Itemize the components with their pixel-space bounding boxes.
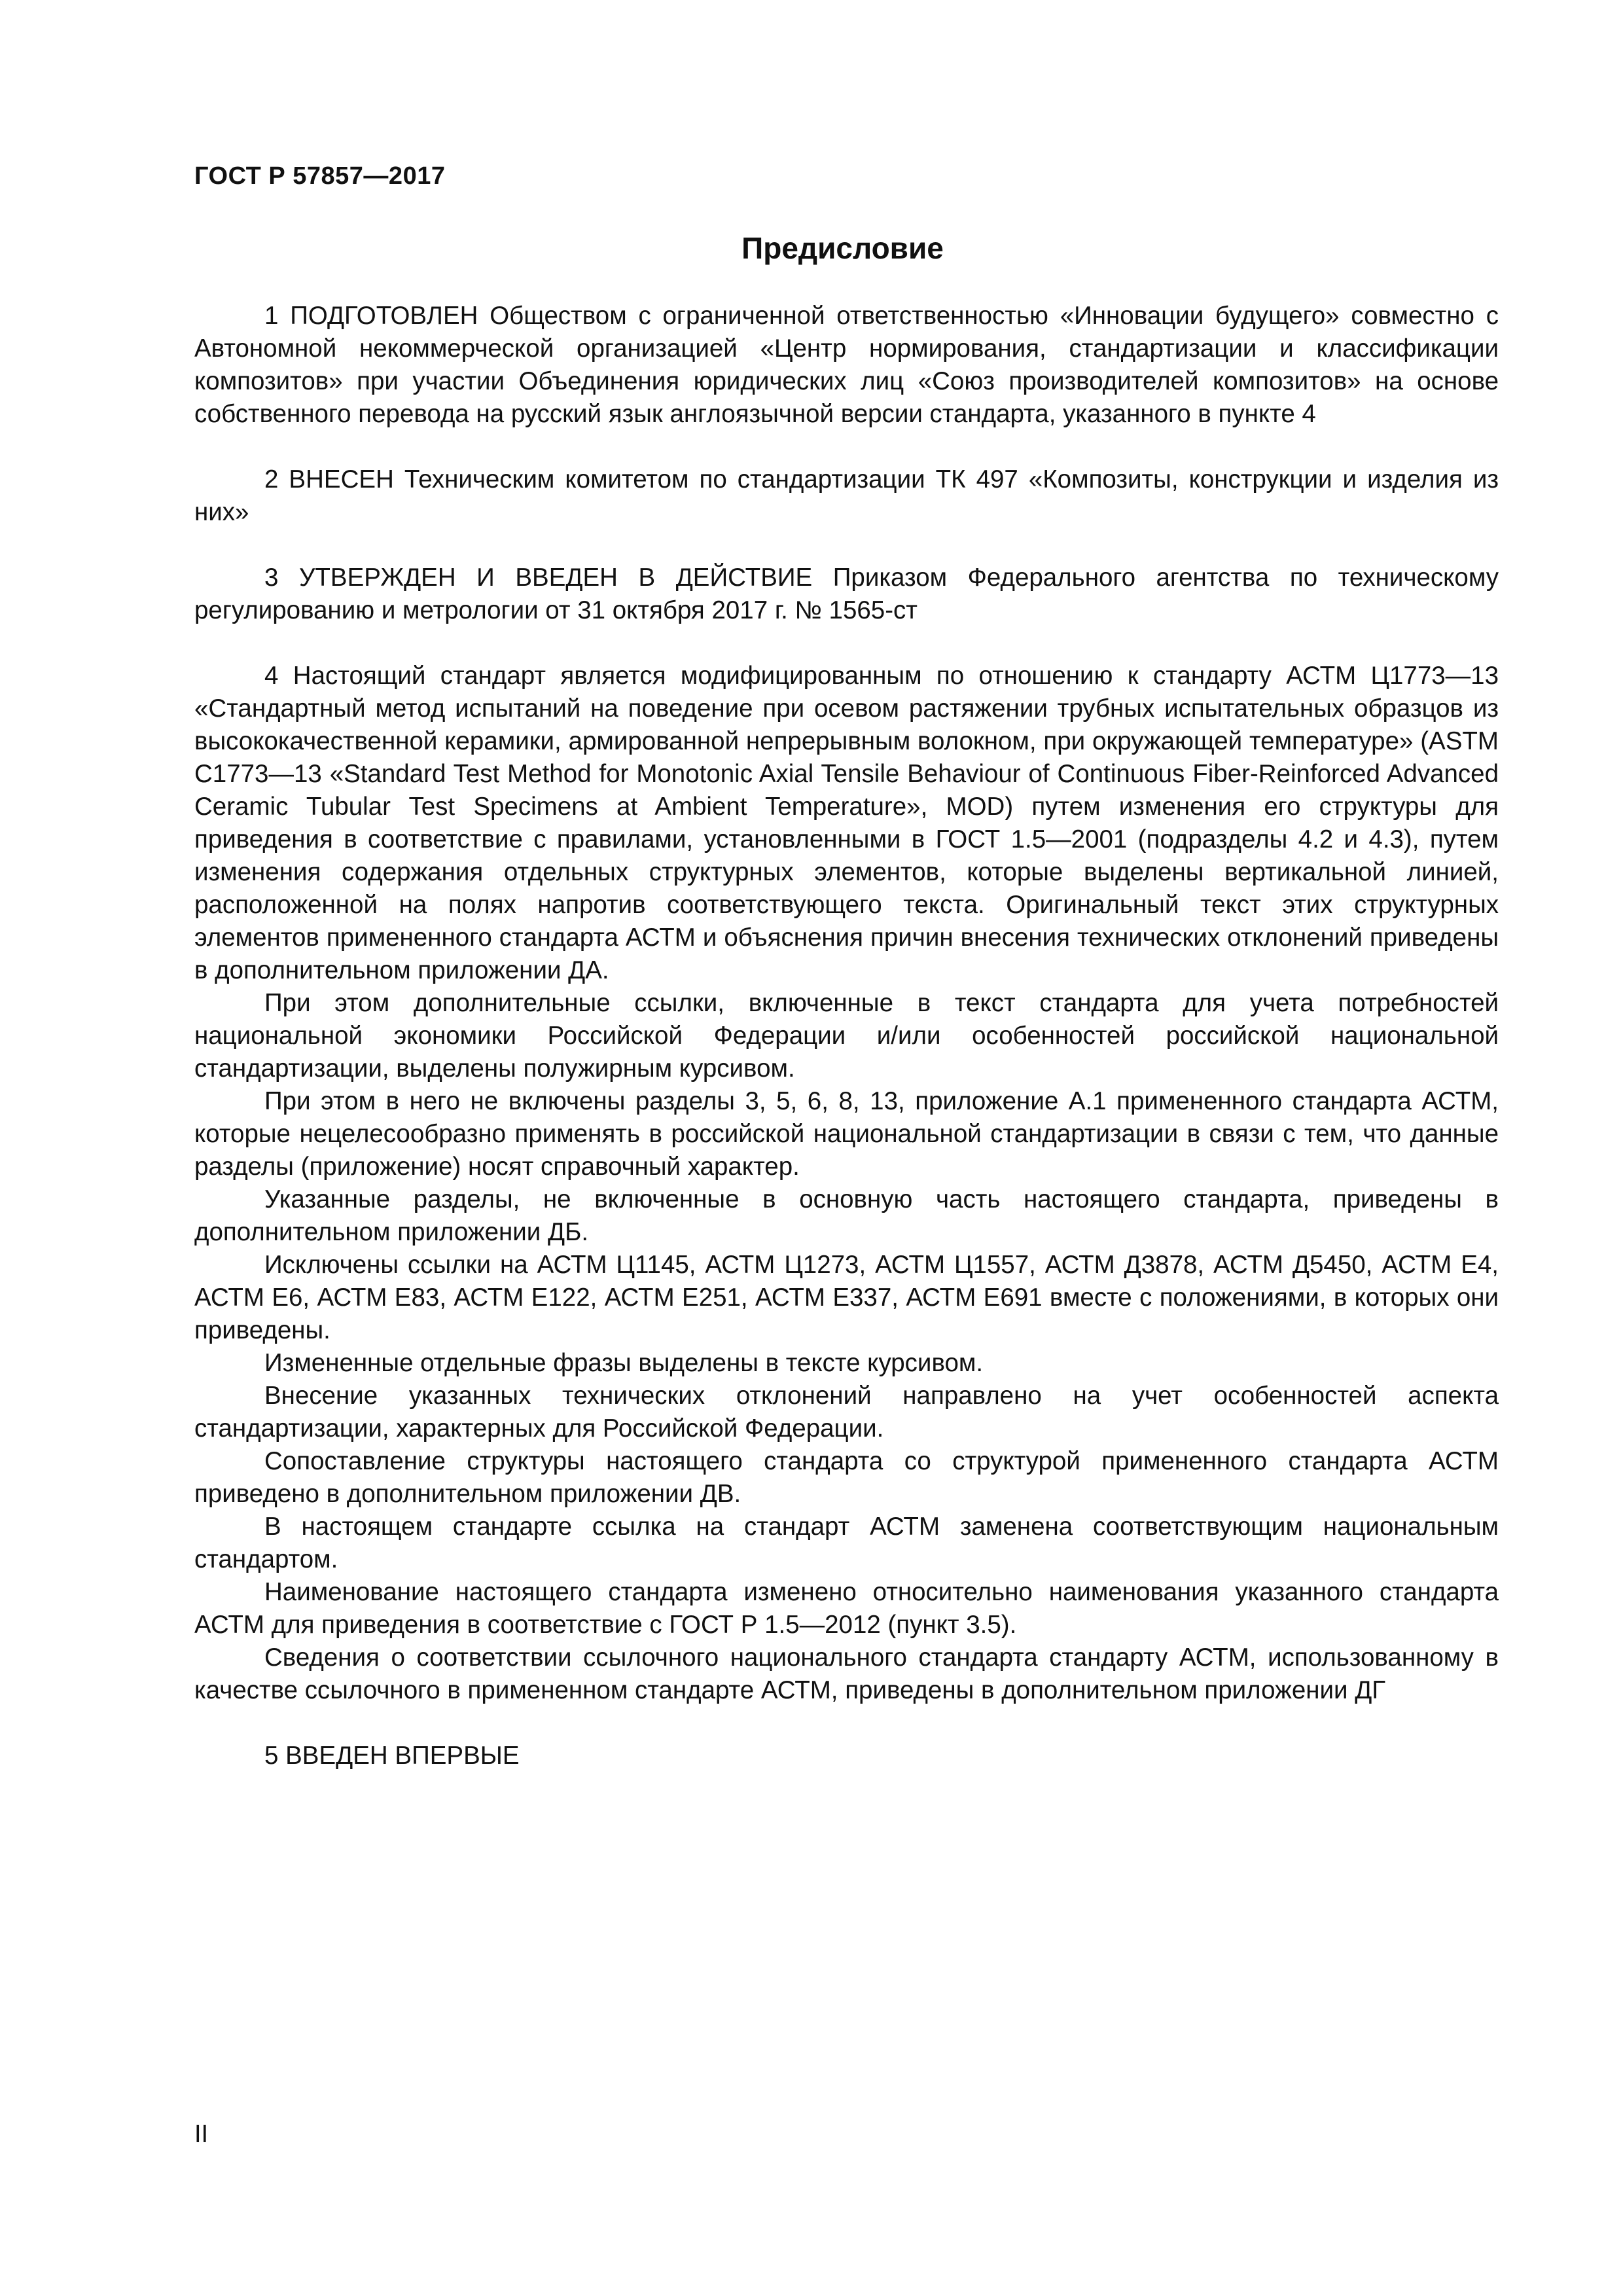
page-number: II [194,2121,209,2148]
paragraph-2: 2 ВНЕСЕН Техническим комитетом по стандартизации ТК 497 «Композиты, конструкции и изделия из них» [194,465,1499,526]
paragraph-4-structure-comparison: Сопоставление структуры настоящего стандарта со структурой примененного стандарта АСТМ приведено в дополнительном приложении ДВ. [194,1447,1499,1508]
paragraph-1: 1 ПОДГОТОВЛЕН Обществом с ограниченной ответственностью «Инновации будущего» совместно с Автономной некоммерческой организацией «Центр нормирования, стандартизации и классификации композитов» при участии Объединения юридических лиц «Союз производителей композитов» на основе собственного перевода на русский язык англоязычной версии стандарта, указанного в пункте 4 [194,302,1499,428]
paragraph-4-name-changed: Наименование настоящего стандарта изменено относительно наименования указанного стандарта АСТМ для приведения в соответствие с ГОСТ Р 1.5—2012 (пункт 3.5). [194,1578,1499,1639]
page-title: Предисловие [741,231,944,265]
paragraph-4-deviations: Внесение указанных технических отклонений направлено на учет особенностей аспекта стандартизации, характерных для Российской Федерации. [194,1382,1499,1443]
paragraph-3: 3 УТВЕРЖДЕН И ВВЕДЕН В ДЕЙСТВИЕ Приказом Федерального агентства по техническому регулированию и метрологии от 31 октября 2017 г. № 1565-ст [194,564,1499,624]
paragraph-4-italic-phrases: Измененные отдельные фразы выделены в тексте курсивом. [264,1349,984,1377]
paragraph-4-additional-references: При этом дополнительные ссылки, включенные в текст стандарта для учета потребностей национальной экономики Российской Федерации и/или особенностей российской национальной стандартизации, выделены полужирным курсивом. [194,989,1499,1083]
paragraph-4-excluded-references: Исключены ссылки на АСТМ Ц1145, АСТМ Ц1273, АСТМ Ц1557, АСТМ Д3878, АСТМ Д5450, АСТМ Е4, АСТМ Е6, АСТМ Е83, АСТМ Е122, АСТМ Е251, АСТМ Е337, АСТМ Е691 вместе с положениями, в которых они приведены. [194,1251,1499,1344]
document-code: ГОСТ Р 57857—2017 [194,162,446,190]
paragraph-5: 5 ВВЕДЕН ВПЕРВЫЕ [264,1742,520,1770]
document-body [194,300,1499,1772]
paragraph-4: 4 Настоящий стандарт является модифицированным по отношению к стандарту АСТМ Ц1773—13 «Стандартный метод испытаний на поведение при осевом растяжении трубных испытательных образцов из высококачественной керамики, армированной непрерывным волокном, при окружающей температуре» (ASTM C1773—13 «Standard Test Method for Monotonic Axial Tensile Behaviour of Continuous Fiber-Reinforced Advanced Ceramic Tubular Test Specimens at Ambient Temperature», MOD) путем изменения его структуры для приведения в соответствие с правилами, установленными в ГОСТ 1.5—2001 (подразделы 4.2 и 4.3), путем изменения содержания отдельных структурных элементов, которые выделены вертикальной линией, расположенной на полях напротив соответствующего текста. Оригинальный текст этих структурных элементов примененного стандарта АСТМ и объяснения причин внесения технических отклонений приведены в дополнительном приложении ДА. [194,662,1499,984]
paragraph-4-excluded-sections: При этом в него не включены разделы 3, 5, 6, 8, 13, приложение А.1 примененного стандарта АСТМ, которые нецелесообразно применять в российской национальной стандартизации в связи с тем, что данные разделы (приложение) носят справочный характер. [194,1087,1499,1181]
paragraph-4-reference-correspondence: Сведения о соответствии ссылочного национального стандарта стандарту АСТМ, использованному в качестве ссылочного в примененном стандарте АСТМ, приведены в дополнительном приложении ДГ [194,1643,1499,1704]
paragraph-4-reference-replaced: В настоящем стандарте ссылка на стандарт АСТМ заменена соответствующим национальным стандартом. [194,1513,1499,1573]
paragraph-4-sections-appendix: Указанные разделы, не включенные в основную часть настоящего стандарта, приведены в дополнительном приложении ДБ. [194,1185,1499,1246]
